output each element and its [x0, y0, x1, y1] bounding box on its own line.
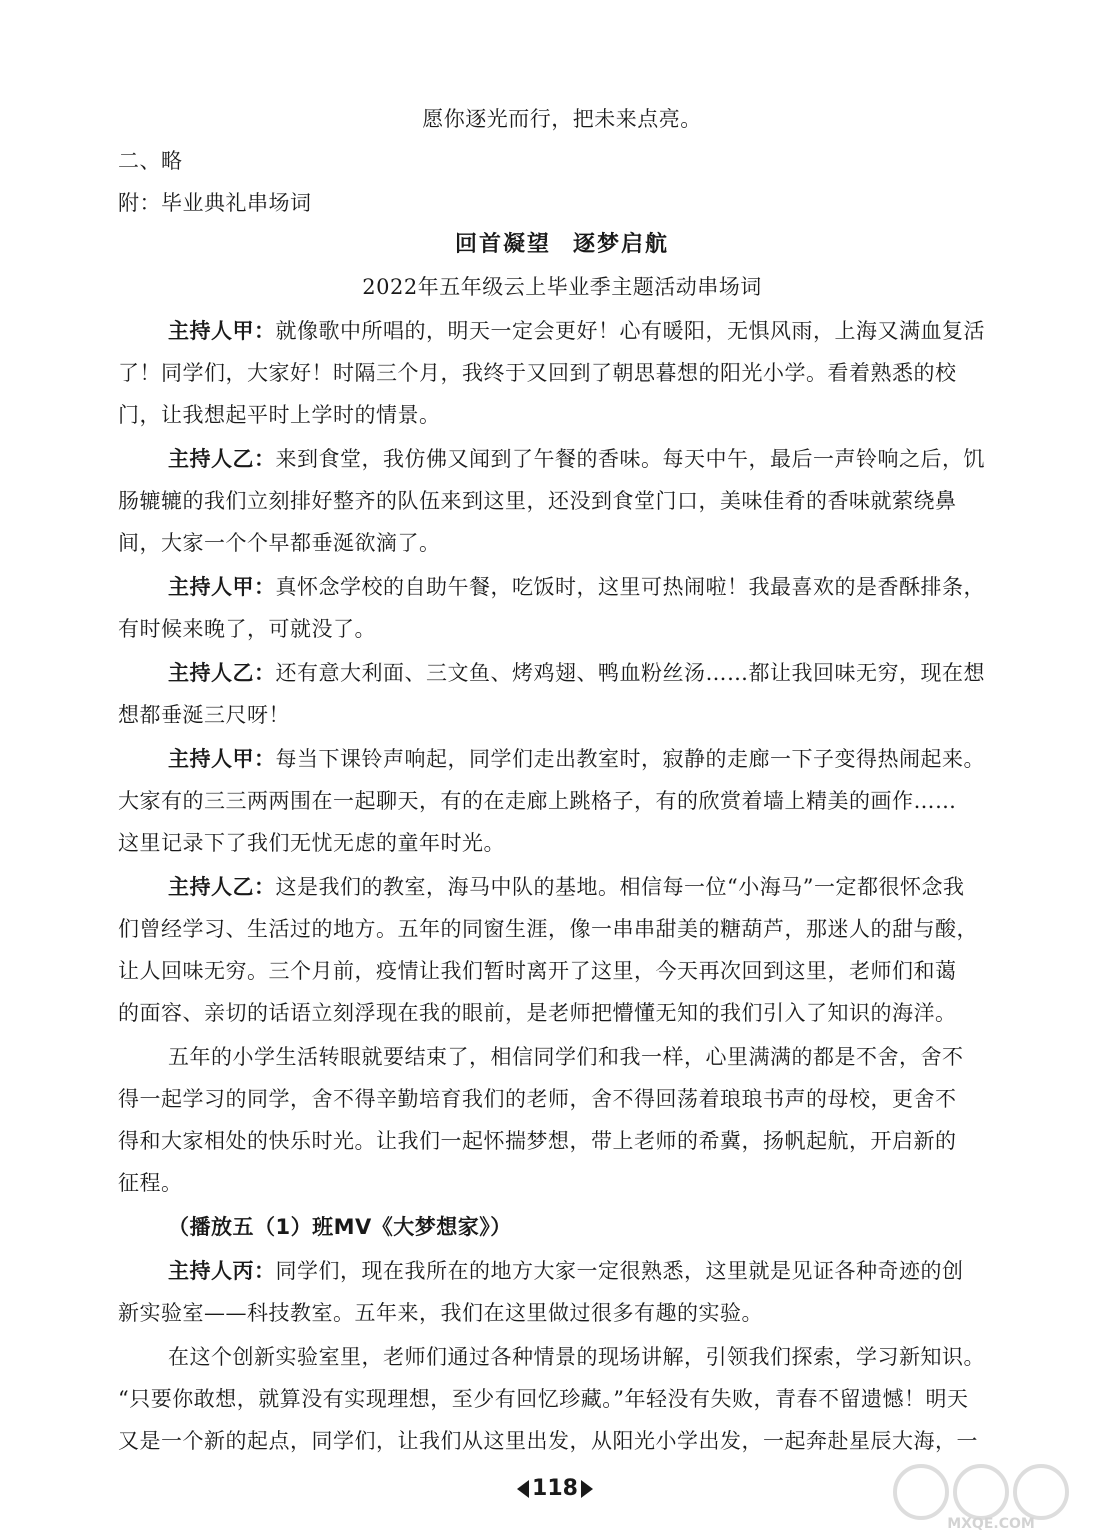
speaker-label: 主持人乙：	[168, 447, 276, 471]
line-text: 就像歌中所唱的，明天一定会更好！心有暖阳，无惧风雨，上海又满血复活	[275, 319, 985, 343]
line-text: 这里记录下了我们无忧无虑的童年时光。	[118, 831, 505, 855]
body-line	[118, 1376, 1006, 1422]
body-line	[118, 1418, 1006, 1464]
watermark-text: MXQE.COM	[947, 1516, 1035, 1532]
body-line	[118, 1160, 1006, 1206]
line-text: 得一起学习的同学，舍不得辛勤培育我们的老师，舍不得回荡着琅琅书声的母校，更舍不	[118, 1087, 957, 1111]
title-part-2: 逐梦启航	[573, 232, 670, 257]
body-line	[118, 692, 1006, 738]
line-text: 还有意大利面、三文鱼、烤鸡翅、鸭血粉丝汤……都让我回味无穷，现在想	[275, 661, 985, 685]
line-text: 来到食堂，我仿佛又闻到了午餐的香味。每天中午，最后一声铃响之后，饥	[275, 447, 985, 471]
line-text: 大家有的三三两两围在一起聊天，有的在走廊上跳格子，有的欣赏着墙上精美的画作……	[118, 789, 957, 813]
left-triangle-icon	[517, 1480, 529, 1498]
line-text: 真怀念学校的自助午餐，吃饭时，这里可热闹啦！我最喜欢的是香酥排条，	[275, 575, 985, 599]
body-line	[168, 650, 1006, 696]
speaker-label: 主持人甲：	[168, 747, 276, 771]
line-text: 的面容、亲切的话语立刻浮现在我的眼前，是老师把懵懂无知的我们引入了知识的海洋。	[118, 1001, 957, 1025]
body-line	[168, 436, 1006, 482]
line-text: “只要你敢想，就算没有实现理想，至少有回忆珍藏。”年轻没有失败，青春不留遗憾！明天	[118, 1387, 969, 1411]
right-triangle-icon	[581, 1480, 593, 1498]
line-text: 肠辘辘的我们立刻排好整齐的队伍来到这里，还没到食堂门口，美味佳肴的香味就萦绕鼻	[118, 489, 957, 513]
body-line	[118, 478, 1006, 524]
speaker-label: 主持人甲：	[168, 575, 276, 599]
body-line	[168, 1248, 1006, 1294]
stage-direction	[168, 1204, 1006, 1250]
body-line	[118, 990, 1006, 1036]
body-line	[168, 1034, 1006, 1080]
body-line	[118, 520, 1006, 566]
appendix-label: 附：毕业典礼串场词	[118, 191, 312, 215]
line-text: 新实验室——科技教室。五年来，我们在这里做过很多有趣的实验。	[118, 1301, 763, 1325]
body-line	[118, 820, 1006, 866]
body-line	[118, 392, 1006, 438]
line-text: 得和大家相处的快乐时光。让我们一起怀揣梦想，带上老师的希冀，扬帆起航，开启新的	[118, 1129, 957, 1153]
speaker-label: 主持人丙：	[168, 1259, 276, 1283]
body-line	[118, 906, 1006, 952]
body-line	[118, 1076, 1006, 1122]
body-line	[118, 350, 1006, 396]
line-text: 每当下课铃声响起，同学们走出教室时，寂静的走廊一下子变得热闹起来。	[275, 747, 985, 771]
body-line	[118, 948, 1006, 994]
speaker-label: 主持人乙：	[168, 661, 276, 685]
body-line	[118, 606, 1006, 652]
line-text: 这是我们的教室，海马中队的基地。相信每一位“小海马”一定都很怀念我	[275, 875, 965, 899]
body-line	[168, 1334, 1006, 1380]
line-text: 让人回味无穷。三个月前，疫情让我们暂时离开了这里，今天再次回到这里，老师们和蔼	[118, 959, 957, 983]
line-text: 了！同学们，大家好！时隔三个月，我终于又回到了朝思暮想的阳光小学。看着熟悉的校	[118, 361, 957, 385]
line-text: 五年的小学生活转眼就要结束了，相信同学们和我一样，心里满满的都是不舍，舍不	[168, 1045, 964, 1069]
line-text: 想都垂涎三尺呀！	[118, 703, 290, 727]
body-line	[168, 564, 1006, 610]
line-text: 同学们，现在我所在的地方大家一定很熟悉，这里就是见证各种奇迹的创	[275, 1259, 964, 1283]
line-text: 有时候来晚了，可就没了。	[118, 617, 376, 641]
document-title	[118, 222, 1006, 268]
body-line	[168, 864, 1006, 910]
line-text: 们曾经学习、生活过的地方。五年的同窗生涯，像一串串甜美的糖葫芦，那迷人的甜与酸，	[118, 917, 978, 941]
body-line	[118, 778, 1006, 824]
document-subtitle: 2022年五年级云上毕业季主题活动串场词	[362, 275, 762, 299]
line-text: 门，让我想起平时上学时的情景。	[118, 403, 441, 427]
line-text: 征程。	[118, 1171, 183, 1195]
line-text: 间，大家一个个早都垂涎欲滴了。	[118, 531, 441, 555]
body-line	[168, 308, 1006, 354]
page-number-text: 118	[532, 1476, 578, 1501]
watermark-logo-icon	[886, 1462, 1096, 1532]
line-text: 在这个创新实验室里，老师们通过各种情景的现场讲解，引领我们探索，学习新知识。	[168, 1345, 985, 1369]
body-line	[118, 1118, 1006, 1164]
line-text: 又是一个新的起点，同学们，让我们从这里出发，从阳光小学出发，一起奔赴星辰大海，一	[118, 1429, 978, 1453]
body-line	[168, 736, 1006, 782]
speaker-label: 主持人甲：	[168, 319, 276, 343]
body-line	[118, 1290, 1006, 1336]
section-two-heading: 二、略	[118, 149, 183, 173]
title-part-1: 回首凝望	[454, 232, 551, 257]
line-text: （播放五（1）班MV《大梦想家》）	[168, 1215, 512, 1239]
opening-line: 愿你逐光而行，把未来点亮。	[422, 107, 702, 131]
speaker-label: 主持人乙：	[168, 875, 276, 899]
